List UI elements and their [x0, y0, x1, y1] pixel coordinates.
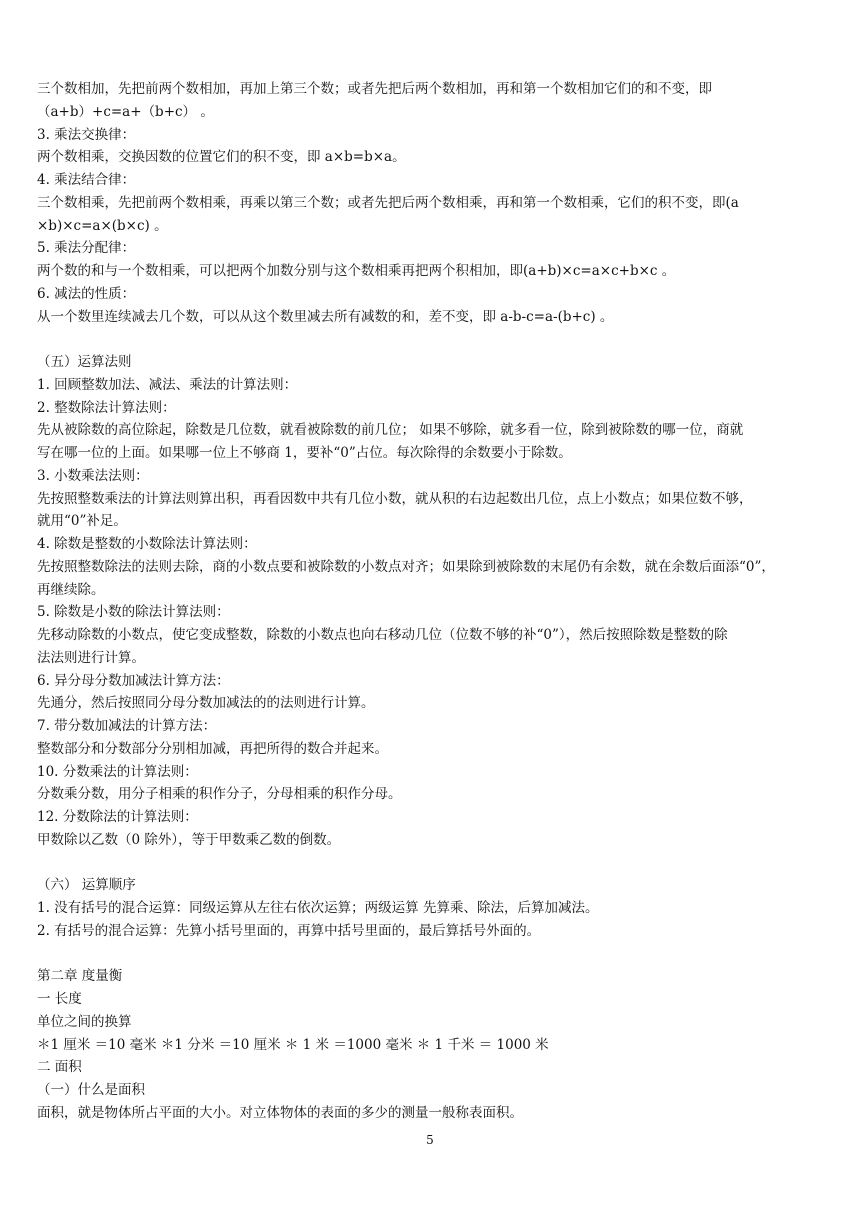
text-line: 12. 分数除法的计算法则：	[37, 809, 198, 825]
text-line: 2. 整数除法计算法则：	[37, 399, 176, 416]
text-line: 1. 回顾整数加法、减法、乘法的计算法则：	[37, 376, 298, 393]
text-line: ＊1 厘米 ＝10 毫米 ＊1 分米 ＝10 厘米 ＊ 1 米 ＝1000 毫米 ＊ 1 千米 ＝ 1000 米	[37, 1036, 549, 1053]
text-line: 整数部分和分数部分分别相加减，再把所得的数合并起来。	[37, 740, 388, 757]
text-line: 3. 乘法交换律：	[37, 126, 136, 143]
blank-line	[37, 852, 837, 874]
text-line: 5. 除数是小数的除法计算法则：	[37, 604, 230, 621]
text-line: 3. 小数乘法法则：	[37, 467, 149, 484]
text-line: （a+b）+c=a+（b+c） 。	[37, 103, 214, 120]
text-line: 法法则进行计算。	[37, 649, 145, 666]
text-line: （一）什么是面积	[37, 1082, 145, 1098]
text-line: 二 面积	[37, 1059, 82, 1076]
text-line: 10. 分数乘法的计算法则：	[37, 763, 198, 780]
text-line: 5. 乘法分配律：	[37, 240, 136, 257]
page-number: 5	[426, 1133, 434, 1147]
text-line: 2. 有括号的混合运算：先算小括号里面的，再算中括号里面的，最后算括号外面的。	[37, 922, 541, 939]
text-line: 6. 减法的性质：	[37, 285, 136, 302]
text-line: 单位之间的换算	[37, 1013, 132, 1030]
text-line: 1. 没有括号的混合运算：同级运算从左往右依次运算；两级运算 先算乘、除法，后算加减法。	[37, 900, 599, 916]
text-line: 写在哪一位的上面。如果哪一位上不够商 1，要补“0”占位。每次除得的余数要小于除数。	[37, 445, 572, 461]
text-line: 甲数除以乙数（0 除外），等于甲数乘乙数的倒数。	[37, 831, 341, 848]
text-line: 6. 异分母分数加减法计算方法：	[37, 672, 230, 689]
text-line: 两个数的和与一个数相乘，可以把两个加数分别与这个数相乘再把两个积相加，即(a+b)×c=a×c+b×c 。	[37, 263, 676, 279]
text-line: 两个数相乘，交换因数的位置它们的积不变，即 a×b=b×a。	[37, 149, 406, 166]
text-line: 再继续除。	[37, 581, 105, 598]
text-line: 一 长度	[37, 991, 82, 1007]
text-line: 先从被除数的高位除起，除数是几位数，就看被除数的前几位； 如果不够除，就多看一位，除到被除数的哪一位，商就	[37, 422, 744, 439]
text-line: （五）运算法则	[37, 354, 132, 370]
text-line: ×b)×c=a×(b×c) 。	[37, 217, 168, 234]
blank-line	[37, 328, 837, 350]
text-line: 从一个数里连续减去几个数，可以从这个数里减去所有减数的和，差不变，即 a-b-c=a-(b+c) 。	[37, 308, 614, 325]
text-line: 7. 带分数加减法的计算方法：	[37, 718, 217, 734]
text-line: 分数乘分数，用分子相乘的积作分子，分母相乘的积作分母。	[37, 786, 402, 803]
text-line: 先按照整数乘法的计算法则算出积，再看因数中共有几位小数，就从积的右边起数出几位，点上小数点；如果位数不够，	[37, 490, 753, 507]
blank-line	[37, 943, 837, 965]
text-line: 就用“0”补足。	[37, 513, 127, 530]
text-line: 4. 除数是整数的小数除法计算法则：	[37, 536, 257, 552]
text-line: 4. 乘法结合律：	[37, 172, 136, 188]
text-line: 先通分，然后按照同分母分数加减法的的法则进行计算。	[37, 695, 375, 712]
text-line: （六） 运算顺序	[37, 877, 136, 894]
text-line: 三个数相加，先把前两个数相加，再加上第三个数；或者先把后两个数相加，再和第一个数相加它们的和不变，即	[37, 81, 712, 97]
text-line: 三个数相乘，先把前两个数相乘，再乘以第三个数；或者先把后两个数相乘，再和第一个数相乘，它们的积不变，即(a	[37, 194, 739, 211]
text-line: 面积，就是物体所占平面的大小。对立体物体的表面的多少的测量一般称表面积。	[37, 1104, 523, 1121]
text-line: 先移动除数的小数点，使它变成整数，除数的小数点也向右移动几位（位数不够的补“0”），然后按照除数是整数的除	[37, 627, 728, 643]
text-line: 第二章 度量衡	[37, 968, 123, 985]
text-line: 先按照整数除法的法则去除，商的小数点要和被除数的小数点对齐；如果除到被除数的末尾仍有余数，就在余数后面添“0”，	[37, 558, 775, 575]
